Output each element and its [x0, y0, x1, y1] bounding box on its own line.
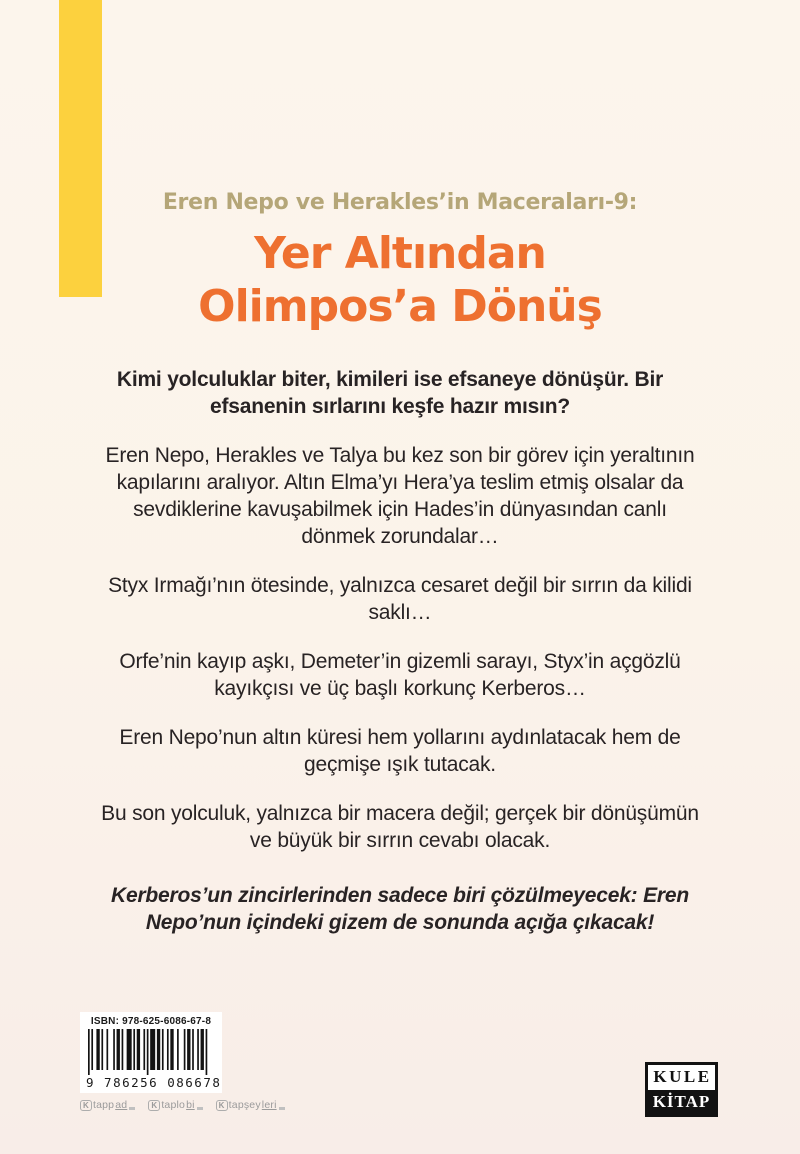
brand-logo-tappad — [80, 1099, 135, 1111]
book-title-line1: Yer Altından — [254, 228, 546, 279]
publisher-name-bottom: KİTAP — [648, 1090, 715, 1115]
brand-text-underlined: leri — [261, 1099, 277, 1111]
brand-mark — [197, 1107, 203, 1110]
publisher-logo — [645, 1062, 718, 1117]
book-title-line2: Olimpos’a Dönüş — [198, 281, 602, 332]
brand-logo-tapseyleri — [216, 1099, 285, 1111]
k-brand-icon: K — [148, 1100, 160, 1111]
barcode-bars — [88, 1029, 214, 1075]
synopsis-paragraph: Styx Irmağı’nın ötesinde, yalnızca cesaret değil bir sırrın da kilidi saklı… — [108, 574, 692, 624]
brand-text: taplo — [161, 1099, 186, 1111]
series-title: Eren Nepo ve Herakles’in Maceraları-9: — [162, 190, 638, 215]
synopsis-paragraph: Orfe’nin kayıp aşkı, Demeter’in gizemli sarayı, Styx’in açgözlü kayıkçısı ve üç başlı korkunç Kerberos… — [119, 650, 681, 700]
brand-text-underlined: bi — [186, 1099, 195, 1111]
brand-mark — [279, 1107, 285, 1110]
isbn-label: ISBN: 978-625-6086-67-8 — [90, 1016, 212, 1027]
k-brand-icon: K — [216, 1100, 228, 1111]
brand-logos-row — [80, 1099, 280, 1111]
brand-text-underlined: ad — [115, 1099, 128, 1111]
synopsis-paragraph: Eren Nepo, Herakles ve Talya bu kez son bir görev için yeraltının kapılarını aralıyor. Altın Elma’yı Hera’ya teslim etmiş olsalar da sevdiklerine kavuşabilmek için Hades’in dünyasından canlı dönmek zorundalar… — [105, 444, 695, 548]
brand-text: tapp — [92, 1099, 115, 1111]
intro-paragraph: Kimi yolculuklar biter, kimileri ise efsaneye dönüşür. Bir efsanenin sırlarını keşfe hazır mısın? — [116, 368, 664, 418]
k-brand-icon: K — [80, 1100, 92, 1111]
book-title — [0, 227, 800, 333]
synopsis-paragraph: Bu son yolculuk, yalnızca bir macera değil; gerçek bir dönüşümün ve büyük bir sırrın cevabı olacak. — [101, 802, 699, 852]
barcode-box — [80, 1012, 222, 1093]
publisher-name-top: KULE — [648, 1065, 715, 1090]
brand-mark — [129, 1107, 135, 1110]
brand-logo-taplobi — [148, 1099, 202, 1111]
synopsis-column — [100, 366, 700, 936]
barcode-number: 9 786256 086678 — [86, 1075, 222, 1090]
closing-paragraph: Kerberos’un zincirlerinden sadece biri çözülmeyecek: Eren Nepo’nun içindeki gizem de sonunda açığa çıkacak! — [111, 884, 689, 934]
brand-text: tapşey — [228, 1099, 261, 1111]
synopsis-paragraph: Eren Nepo’nun altın küresi hem yollarını aydınlatacak hem de geçmişe ışık tutacak. — [119, 726, 681, 776]
